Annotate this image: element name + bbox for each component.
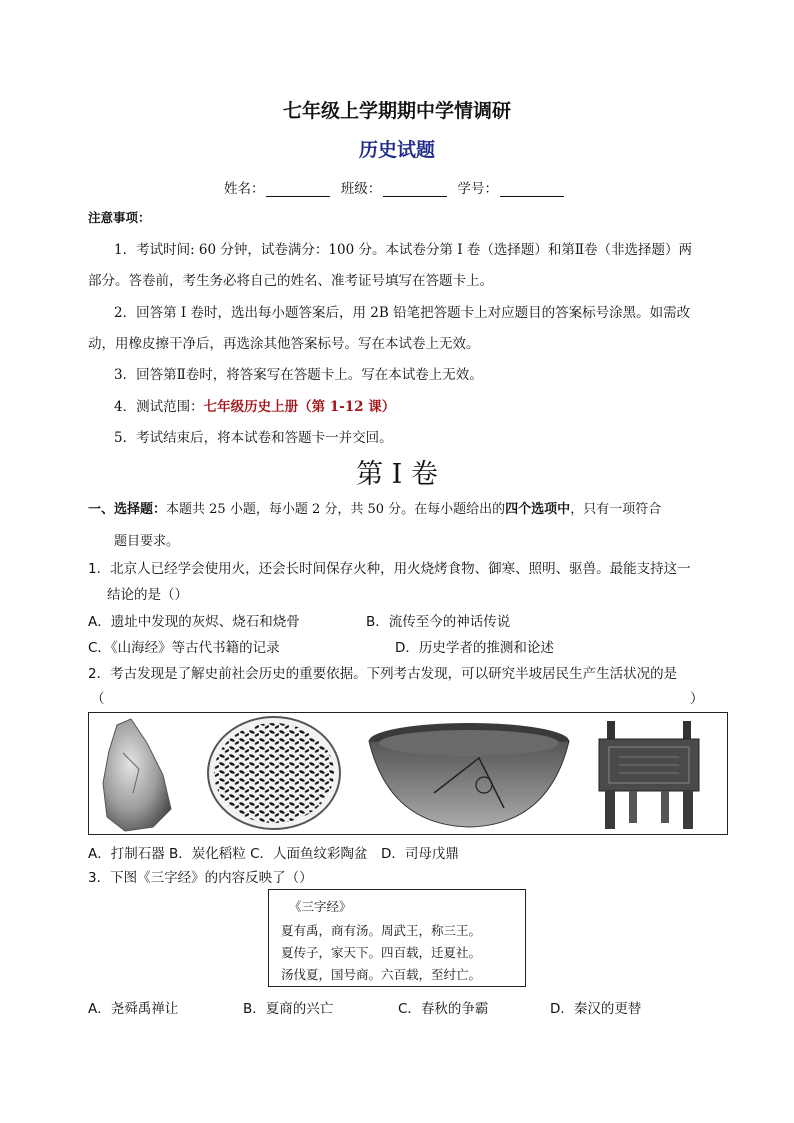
sanzijing-title: 《三字经》 — [289, 899, 352, 914]
note-5: 5．考试结束后，将本试卷和答题卡一并交回。 — [114, 430, 393, 446]
note-1-line-1: 1．考试时间: 60 分钟，试卷满分：100 分。本试卷分第 I 卷（选择题）和第Ⅱ卷（非选择题）两 — [114, 242, 693, 258]
q1-option-a[interactable]: A．遗址中发现的灰烬、烧石和烧骨 — [88, 614, 300, 630]
q2-stem: 2．考古发现是了解史前社会历史的重要依据。下列考古发现，可以研究半坡居民生产生活状况的是 — [88, 666, 678, 682]
q1-stem-line-2: 结论的是（） — [107, 587, 188, 603]
section-header — [88, 498, 661, 517]
artifacts-svg — [89, 713, 727, 834]
exam-subtitle: 历史试题 — [358, 139, 435, 161]
section-emph: 四个选项中 — [505, 502, 571, 517]
sanzijing-line-3: 汤伐夏，国号商。六百载，至纣亡。 — [281, 967, 482, 982]
q2-options[interactable]: A．打制石器 B．炭化稻粒 C．人面鱼纹彩陶盆 D．司母戊鼎 — [88, 846, 459, 862]
stone-tool-image — [103, 719, 171, 831]
q3-option-a[interactable]: A．尧舜禹禅让 — [88, 1001, 179, 1017]
id-label: 学号： — [457, 181, 499, 197]
student-info-row — [0, 177, 794, 197]
note-2-line-1: 2．回答第 I 卷时，选出每小题答案后，用 2B 铅笔把答题卡上对应题目的答案标号涂黑。如需改 — [114, 305, 691, 321]
q3-option-d[interactable]: D．秦汉的更替 — [550, 1001, 642, 1017]
q1-stem-line-1: 1．北京人已经学会使用火，还会长时间保存火种，用火烧烤食物、御寒、照明、驱兽。最能支持这一 — [88, 561, 691, 577]
sanzijing-line-1: 夏有禹，商有汤。周武王，称三王。 — [281, 923, 482, 938]
q2-paren-open: （ — [91, 691, 105, 707]
name-label: 姓名： — [223, 181, 265, 197]
sanzijing-line-2: 夏传子，家天下。四百载，迁夏社。 — [281, 945, 482, 960]
q1-option-d[interactable]: D．历史学者的推测和论述 — [395, 640, 554, 656]
carbonized-rice-image — [208, 717, 340, 829]
note-4 — [114, 395, 395, 415]
note-3: 3．回答第Ⅱ卷时，将答案写在答题卡上。写在本试卷上无效。 — [114, 367, 483, 383]
section-desc: 本题共 25 小题，每小题 2 分，共 50 分。在每小题给出的 — [166, 502, 506, 517]
simuwu-ding-image — [599, 721, 699, 829]
note-2-line-2: 动，用橡皮擦干净后，再选涂其他答案标号。写在本试卷上无效。 — [88, 336, 480, 352]
name-blank[interactable] — [266, 182, 330, 197]
note-4-prefix: 4．测试范围： — [114, 399, 204, 415]
q3-option-b[interactable]: B．夏商的兴亡 — [243, 1001, 334, 1017]
class-blank[interactable] — [383, 182, 447, 197]
q3-stem: 3．下图《三字经》的内容反映了（） — [88, 870, 313, 886]
section-desc-end: ，只有一项符合 — [570, 502, 662, 517]
notes-heading: 注意事项： — [88, 210, 151, 225]
section-header-line-2: 题目要求。 — [114, 534, 180, 549]
painted-pottery-basin-image — [369, 723, 569, 827]
q2-paren-close: ） — [690, 691, 704, 707]
artifact-images — [88, 712, 728, 835]
exam-title: 七年级上学期期中学情调研 — [282, 100, 511, 122]
section-label: 一、选择题： — [88, 502, 167, 517]
sanzijing-box — [268, 889, 526, 987]
q1-option-b[interactable]: B．流传至今的神话传说 — [366, 614, 511, 630]
q1-option-c[interactable]: C．《山海经》等古代书籍的记录 — [88, 640, 280, 656]
id-blank[interactable] — [500, 182, 564, 197]
note-1-line-2: 部分。答卷前，考生务必将自己的姓名、准考证号填写在答题卡上。 — [88, 273, 493, 289]
test-range: 七年级历史上册（第 1-12 课） — [203, 399, 396, 415]
volume-title: 第 I 卷 — [356, 459, 438, 490]
q3-option-c[interactable]: C．春秋的争霸 — [398, 1001, 489, 1017]
class-label: 班级： — [340, 181, 382, 197]
